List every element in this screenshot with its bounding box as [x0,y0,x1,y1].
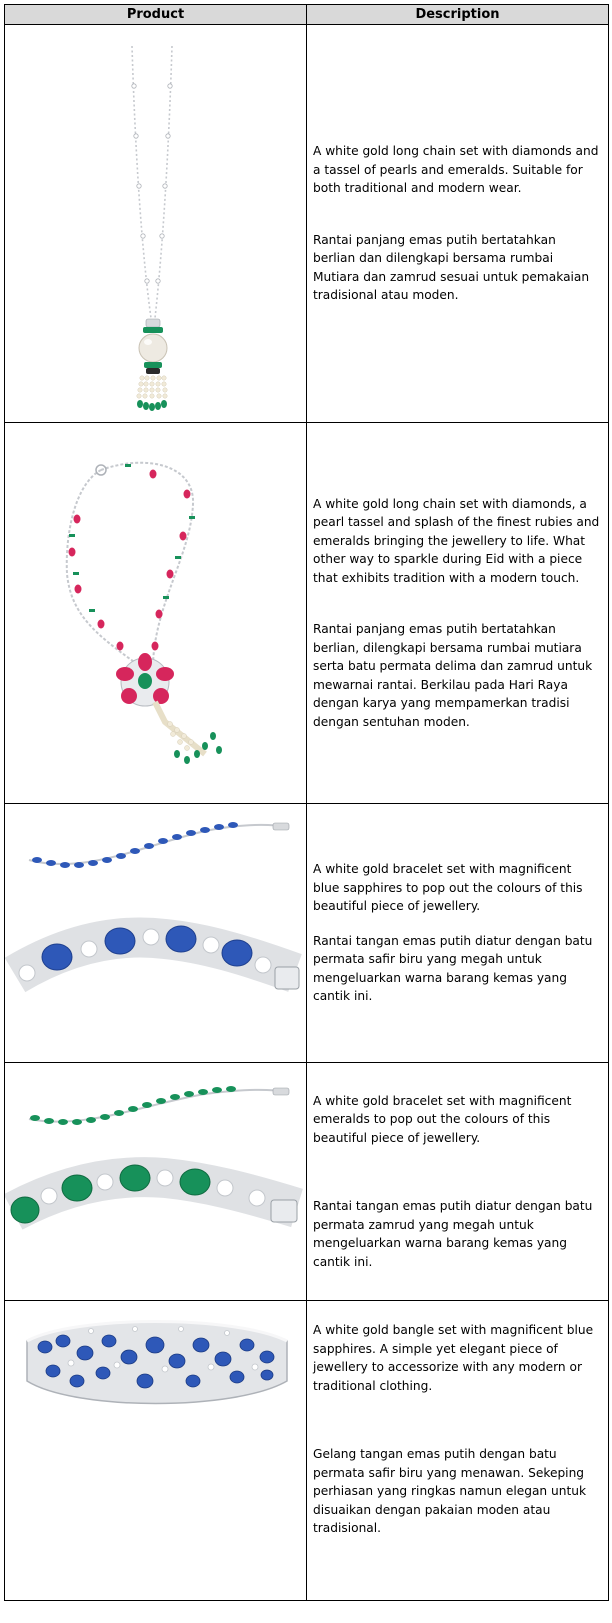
description-malay: Rantai tangan emas putih diatur dengan batu permata safir biru yang megah untuk mengeluarkan warna barang kemas yang cantik ini. [313,933,593,1004]
pearl-emerald-tassel-necklace-image [5,26,305,422]
sapphire-bangle-image [5,1301,305,1431]
description-malay: Rantai panjang emas putih bertatahkan berlian, dilengkapi bersama rumbai mutiara serta batu permata delima dan zamrud untuk mewarnai rantai. Berkilau pada Hari Raya dengan karya yang mempamerkan tradisi dengan sentuhan moden. [313,622,593,729]
product-description-cell [307,1063,609,1301]
table-row [5,423,609,804]
description-english: A white gold bracelet set with magnificent emeralds to pop out the colours of this beautiful piece of jewellery. [313,1093,572,1145]
product-table [4,4,609,1601]
table-row [5,804,609,1063]
header-description: Description [307,5,609,25]
product-image-cell [5,1063,307,1301]
product-description-cell [307,423,609,804]
description-english: A white gold bangle set with magnificent blue sapphires. A simple yet elegant piece of jewellery to accessorize with any modern or traditional clothing. [313,1323,594,1393]
table-row [5,1301,609,1601]
description-english: A white gold long chain set with diamonds, a pearl tassel and splash of the finest rubies and emeralds bringing the jewellery to life. What other way to sparkle during Eid with a piece that exhibits tradition with a modern touch. [313,496,600,585]
table-row [5,25,609,423]
header-product: Product [5,5,307,25]
product-image-cell [5,423,307,804]
product-description-cell [307,1301,609,1601]
description-malay: Rantai panjang emas putih bertatahkan berlian dan dilengkapi bersama rumbai Mutiara dan zamrud sesuai untuk pemakaian tradisional atau moden. [313,232,590,303]
description-english: A white gold long chain set with diamonds and a tassel of pearls and emeralds. Suitable for both traditional and modern wear. [313,144,599,196]
ruby-emerald-flower-necklace-image [5,424,305,803]
emerald-bracelet-image [5,1064,305,1300]
product-description-cell [307,25,609,423]
description-malay: Rantai tangan emas putih diatur dengan batu permata zamrud yang megah untuk mengeluarkan warna barang kemas yang cantik ini. [313,1199,593,1269]
product-description-cell [307,804,609,1063]
table-row [5,1063,609,1301]
header-row [5,5,609,25]
product-image-cell [5,25,307,423]
product-image-cell [5,1301,307,1601]
product-image-cell [5,804,307,1063]
product-table-wrapper [4,4,609,1601]
description-malay: Gelang tangan emas putih dengan batu permata safir biru yang menawan. Sekeping perhiasan yang ringkas namun elegan untuk disuaikan dengan pakaian moden atau tradisional. [313,1447,587,1535]
sapphire-bracelet-image [5,805,305,1062]
description-english: A white gold bracelet set with magnificent blue sapphires to pop out the colours of this beautiful piece of jewellery. [313,862,583,914]
